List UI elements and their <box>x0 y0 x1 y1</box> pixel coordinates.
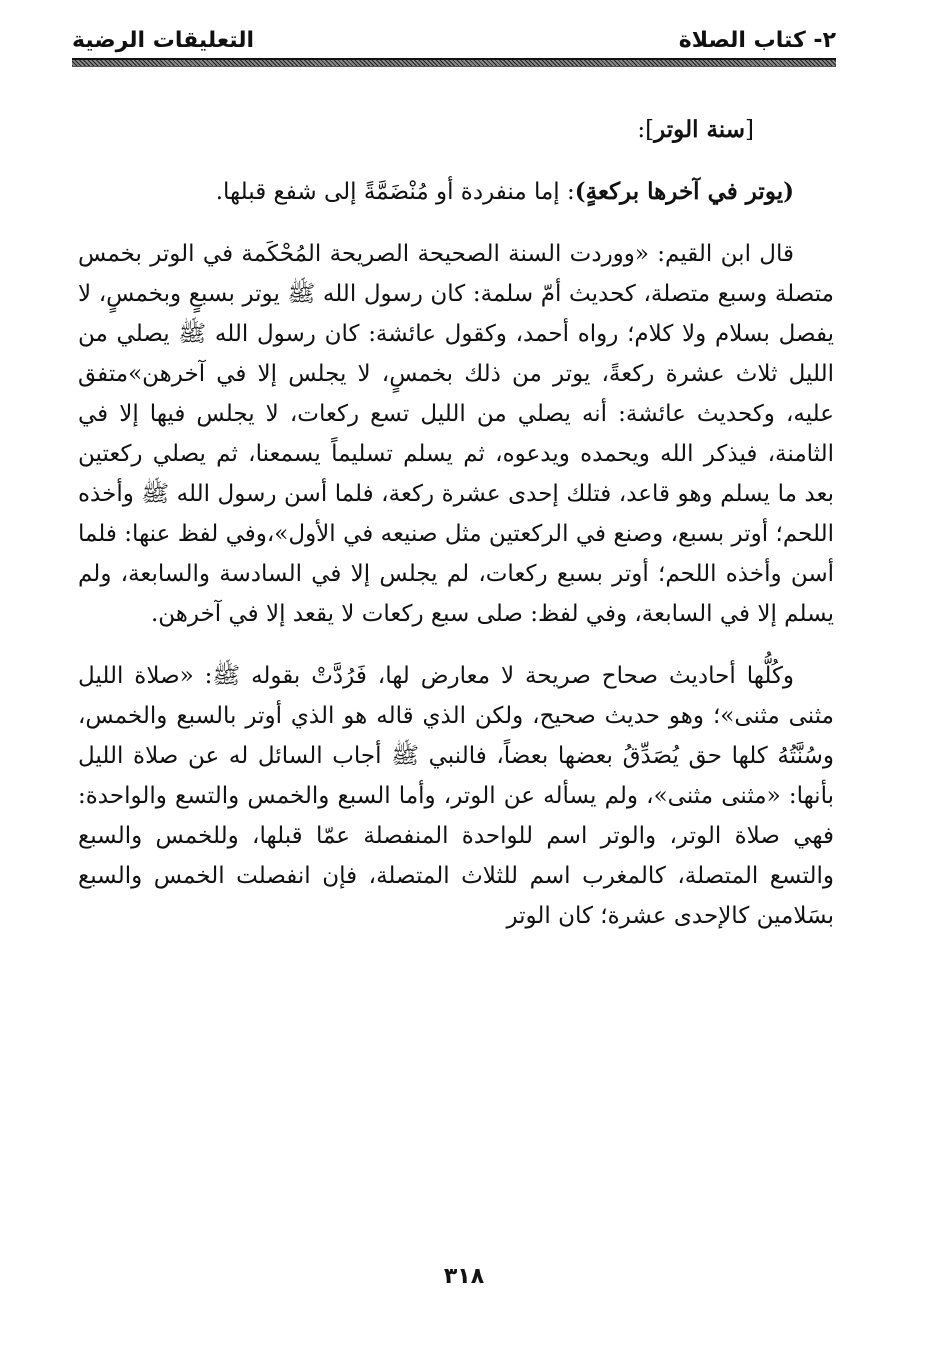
paragraph-ibn-al-qayyim: قال ابن القيم: «ووردت السنة الصحيحة الصريحة المُحْكَمة في الوتر بخمس متصلة وسبع متصلة، كحديث أمّ سلمة: كان رسول الله ﷺ يوتر بسبعٍ وبخمسٍ، لا يفصل بسلام ولا كلام؛ رواه أحمد، وكقول عائشة: كان رسول الله ﷺ يصلي من الليل ثلاث عشرة ركعةً، يوتر من ذلك بخمسٍ، لا يجلس إلا في آخرهن»متفق عليه، وكحديث عائشة: أنه يصلي من الليل تسع ركعات، لا يجلس فيها إلا في الثامنة، فيذكر الله ويحمده ويدعوه، ثم يسلم تسليماً يسمعنا، ثم يصلي ركعتين بعد ما يسلم وهو قاعد، فتلك إحدى عشرة ركعة، فلما أسن رسول الله ﷺ وأخذه اللحم؛ أوتر بسبع، وصنع في الركعتين مثل صنيعه في الأول»،وفي لفظ عنها: فلما أسن وأخذه اللحم؛ أوتر بسبع ركعات، لم يجلس إلا في السادسة والسابعة، ولم يسلم إلا في السابعة، وفي لفظ: صلى سبع ركعات لا يقعد إلا في آخرهن. <box>78 241 834 627</box>
matn-quote: (يوتر في آخرها بركعةٍ) <box>574 178 794 205</box>
matn-line <box>78 172 834 212</box>
book-title: التعليقات الرضية <box>72 28 255 53</box>
heading-text: سنة الوتر <box>654 116 746 143</box>
running-header <box>72 26 836 56</box>
page-body <box>78 110 834 958</box>
chapter-title: ٢- كتاب الصلاة <box>678 28 836 53</box>
heading-close-bracket: ]: <box>637 117 655 143</box>
paragraph-hadiths: وكُلُّها أحاديث صحاح صريحة لا معارض لها، فَرُدَّتْ بقوله ﷺ: «صلاة الليل مثنى مثنى»؛ وهو حديث صحيح، ولكن الذي قاله هو الذي أوتر بالسبع والخمس، وسُنَّتُهُ كلها حق يُصَدِّقُ بعضها بعضاً، فالنبي ﷺ أجاب السائل له عن صلاة الليل بأنها: «مثنى مثنى»، ولم يسأله عن الوتر، وأما السبع والخمس والتسع والواحدة: فهي صلاة الوتر، والوتر اسم للواحدة المنفصلة عمّا قبلها، وللخمس والسبع والتسع المتصلة، كالمغرب اسم للثلاث المتصلة، فإن انفصلت الخمس والسبع بسَلامين كالإحدى عشرة؛ كان الوتر <box>78 663 834 929</box>
header-rule <box>72 58 836 67</box>
page-number: ٣١٨ <box>443 1264 485 1289</box>
heading-open-bracket: [ <box>745 117 754 143</box>
section-heading <box>78 110 834 150</box>
matn-commentary: : إما منفردة أو مُنْضَمَّةً إلى شفع قبلها. <box>215 179 575 205</box>
